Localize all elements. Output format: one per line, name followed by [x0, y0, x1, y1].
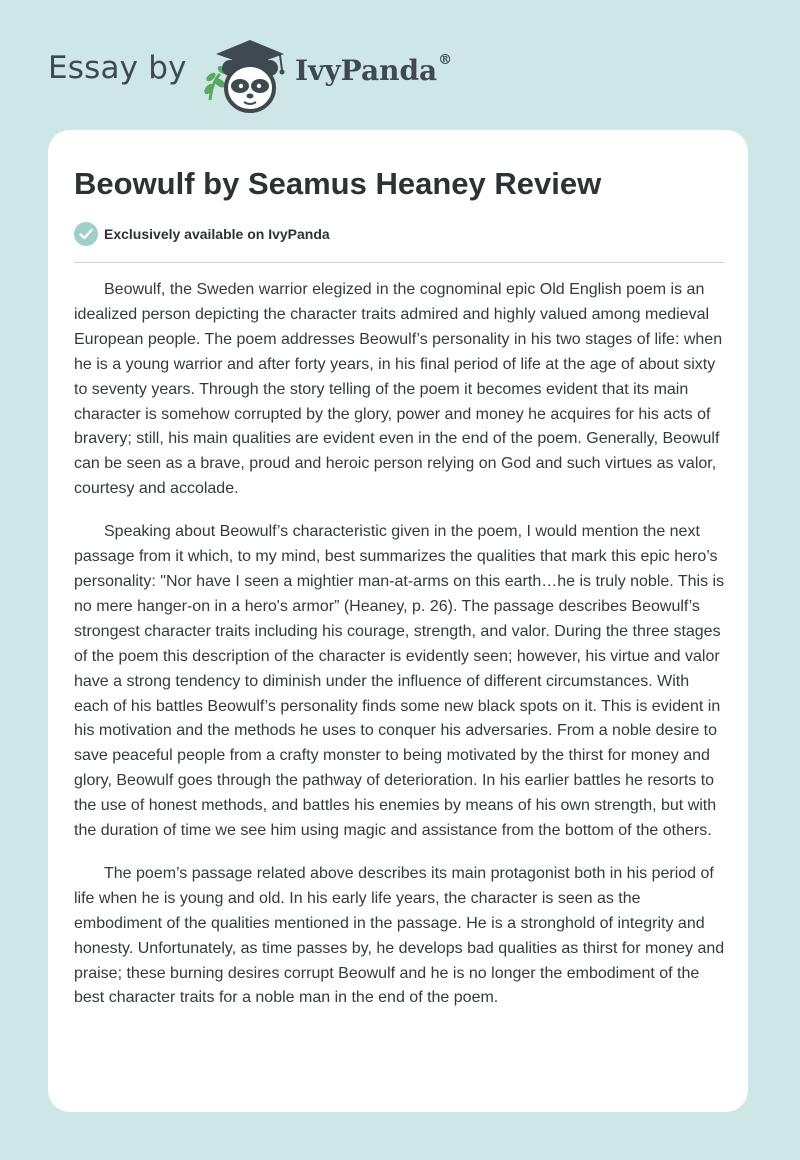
essay-body — [74, 278, 726, 1029]
check-icon — [74, 222, 98, 246]
essay-paragraph: Beowulf, the Sweden warrior elegized in the cognominal epic Old English poem is an idealized person depicting the character traits admired and highly valued among medieval European people. The poem addresses Beowulf’s personality in his two stages of life: when he is a young warrior and after forty years, in his final period of life at the age of about sixty to seventy years. Through the story telling of the poem it becomes evident that its main character is somehow corrupted by the glory, power and money he acquires for his acts of bravery; still, his main qualities are evident even in the end of the poem. Generally, Beowulf can be seen as a brave, proud and heroic person relying on God and such virtues as valor, courtesy and accolade. — [74, 281, 723, 498]
essay-paragraph: The poem’s passage related above describes its main protagonist both in his period of life when he is young and old. In his early life years, the character is seen as the embodiment of the qualities mentioned in the passage. He is a stronghold of integrity and honesty. Unfortunately, as time passes by, he develops bad qualities as thirst for money and praise; these burning desires corrupt Beowulf and he is no longer the embodiment of the best character traits for a noble man in the end of the poem. — [74, 864, 725, 1007]
exclusive-badge — [74, 222, 330, 246]
essay-card — [48, 130, 748, 1112]
title-divider — [74, 262, 724, 263]
panda-logo-icon — [200, 34, 300, 118]
brand-name-text: IvyPanda — [295, 54, 438, 87]
essay-paragraph: Speaking about Beowulf’s characteristic given in the poem, I would mention the next passage from it which, to my mind, best summarizes the qualities that mark this epic hero’s personality: "Nor have I seen a mightier man-at-arms on this earth…he is truly noble. This is no mere hanger-on in a hero's armor” (Heaney, p. 26). The passage describes Beowulf’s strongest character traits including his courage, strength, and valor. During the three stages of the poem this description of the character is evidently seen; however, his virtue and valor have a strong tendency to diminish under the influence of different circumstances. With each of his battles Beowulf’s personality finds some new black spots on it. This is evident in his motivation and the methods he uses to conquer his adversaries. From a noble desire to save peaceful people from a crafty monster to being motivated by the thirst for money and glory, Beowulf goes through the pathway of deterioration. In his earlier battles he resorts to the use of honest methods, and battles his enemies by means of his own strength, but with the duration of time we see him using magic and assistance from the bottom of the others. — [74, 523, 725, 840]
brand-prefix: Essay by — [48, 50, 187, 86]
brand-name — [295, 54, 452, 87]
registered-mark: ® — [438, 52, 453, 68]
exclusive-badge-label: Exclusively available on IvyPanda — [104, 226, 330, 242]
site-brand[interactable] — [48, 28, 508, 118]
page-title: Beowulf by Seamus Heaney Review — [74, 166, 602, 201]
